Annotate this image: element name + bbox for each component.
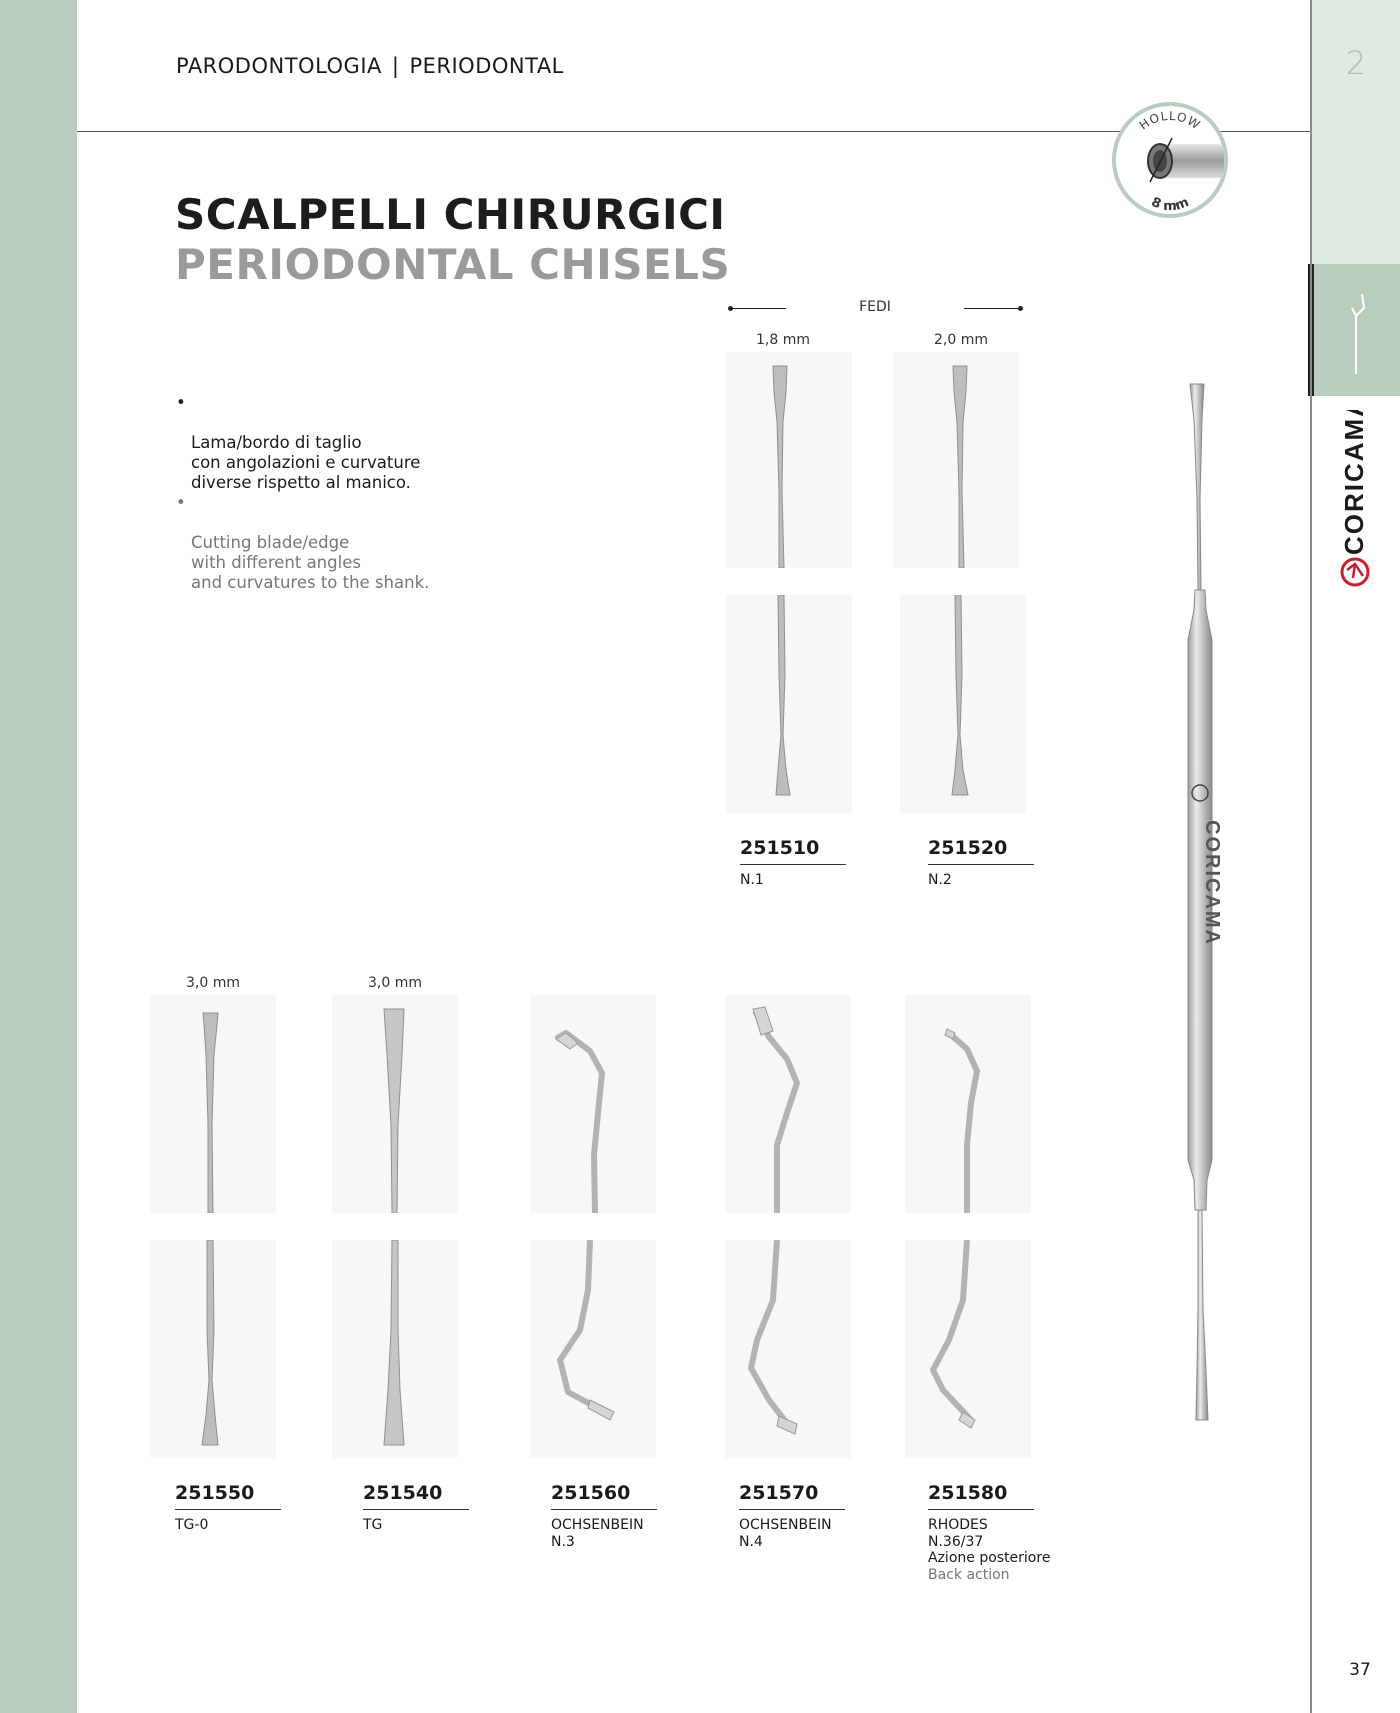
product-desc-251580 <box>928 1517 1050 1583</box>
section-header <box>176 54 564 78</box>
instrument-251570-tip-b <box>725 1240 851 1458</box>
size-label-251510: 1,8 mm <box>756 332 810 348</box>
product-desc-251520: N.2 <box>928 872 952 888</box>
badge-bottom-text: 8 mm <box>1148 194 1192 215</box>
fedi-line-right <box>964 308 1020 309</box>
product-code-251560: 251560 <box>551 1482 631 1504</box>
product-rule <box>363 1509 469 1510</box>
instrument-251580-tip-a <box>905 995 1031 1213</box>
product-desc-line: N.36/37 <box>928 1533 984 1550</box>
product-code-251570: 251570 <box>739 1482 819 1504</box>
instrument-251570-tip-a <box>725 995 851 1213</box>
bullet-marker: • <box>176 493 186 512</box>
page-number: 37 <box>1349 1660 1371 1680</box>
product-desc-line: OCHSENBEIN <box>739 1517 832 1533</box>
header-separator: | <box>391 54 400 78</box>
fedi-label: FEDI <box>859 299 891 315</box>
product-desc-line: N.4 <box>739 1533 763 1550</box>
product-desc-251510: N.1 <box>740 872 764 888</box>
product-desc-line: Azione posteriore <box>928 1550 1051 1566</box>
product-desc-251570 <box>739 1517 832 1550</box>
instrument-251550-tip-a <box>150 995 276 1213</box>
product-rule <box>928 864 1034 865</box>
brand-wordmark: CORICAMA <box>1339 410 1369 555</box>
instrument-251560-tip-a <box>530 995 656 1213</box>
product-desc-line: N.3 <box>551 1533 575 1550</box>
fedi-line-left <box>730 308 786 309</box>
product-code-251540: 251540 <box>363 1482 443 1504</box>
instrument-251520-tip-b <box>900 595 1026 813</box>
product-rule <box>928 1509 1034 1510</box>
product-desc-line: RHODES <box>928 1517 988 1533</box>
title-italian: SCALPELLI CHIRURGICI <box>175 190 726 239</box>
brand-logo <box>1333 410 1379 590</box>
instrument-251550-tip-b <box>150 1240 276 1458</box>
fedi-line-right-end <box>1018 306 1023 311</box>
instrument-251520-tip-a <box>893 352 1019 568</box>
product-code-251520: 251520 <box>928 837 1008 859</box>
header-italian: PARODONTOLOGIA <box>176 54 382 78</box>
instrument-251580-tip-b <box>905 1240 1031 1458</box>
product-desc-251560 <box>551 1517 644 1550</box>
section-tab[interactable] <box>1312 264 1400 396</box>
left-color-band <box>0 0 77 1713</box>
chapter-number: 2 <box>1345 44 1367 82</box>
product-code-251580: 251580 <box>928 1482 1008 1504</box>
handle-brand-text: CORICAMA <box>1201 820 1223 946</box>
product-rule <box>740 864 846 865</box>
bullet-italian-text: Lama/bordo di taglio con angolazioni e curvature diverse rispetto al manico. <box>191 433 421 492</box>
instrument-251510-tip-a <box>726 352 852 568</box>
product-desc-251540 <box>363 1517 382 1534</box>
size-label-251540: 3,0 mm <box>368 975 422 991</box>
product-rule <box>175 1509 281 1510</box>
hollow-handle-badge <box>1110 100 1230 220</box>
bullet-marker: • <box>176 393 186 412</box>
product-code-251510: 251510 <box>740 837 820 859</box>
bullet-english <box>176 493 429 613</box>
instrument-251540-tip-a <box>332 995 458 1213</box>
instrument-251510-tip-b <box>726 595 852 813</box>
product-desc-line-english: Back action <box>928 1566 1010 1583</box>
bullet-english-text: Cutting blade/edge with different angles and curvatures to the shank. <box>191 533 430 592</box>
product-desc-line: TG-0 <box>175 1517 209 1533</box>
product-desc-line: OCHSENBEIN <box>551 1517 644 1533</box>
chapter-tab-area <box>1312 0 1400 264</box>
badge-top-text: HOLLOW <box>1136 108 1204 133</box>
size-label-251520: 2,0 mm <box>934 332 988 348</box>
right-divider <box>1310 0 1312 1713</box>
instrument-251560-tip-b <box>530 1240 656 1458</box>
product-rule <box>739 1509 845 1510</box>
product-desc-251550 <box>175 1517 208 1534</box>
instrument-251540-tip-b <box>332 1240 458 1458</box>
title-english: PERIODONTAL CHISELS <box>175 240 731 289</box>
size-label-251550: 3,0 mm <box>186 975 240 991</box>
full-instrument-image <box>1170 380 1240 1430</box>
instrument-icon <box>1312 264 1400 396</box>
product-rule <box>551 1509 657 1510</box>
product-desc-line: TG <box>363 1517 383 1533</box>
product-code-251550: 251550 <box>175 1482 255 1504</box>
header-english: PERIODONTAL <box>409 54 564 78</box>
